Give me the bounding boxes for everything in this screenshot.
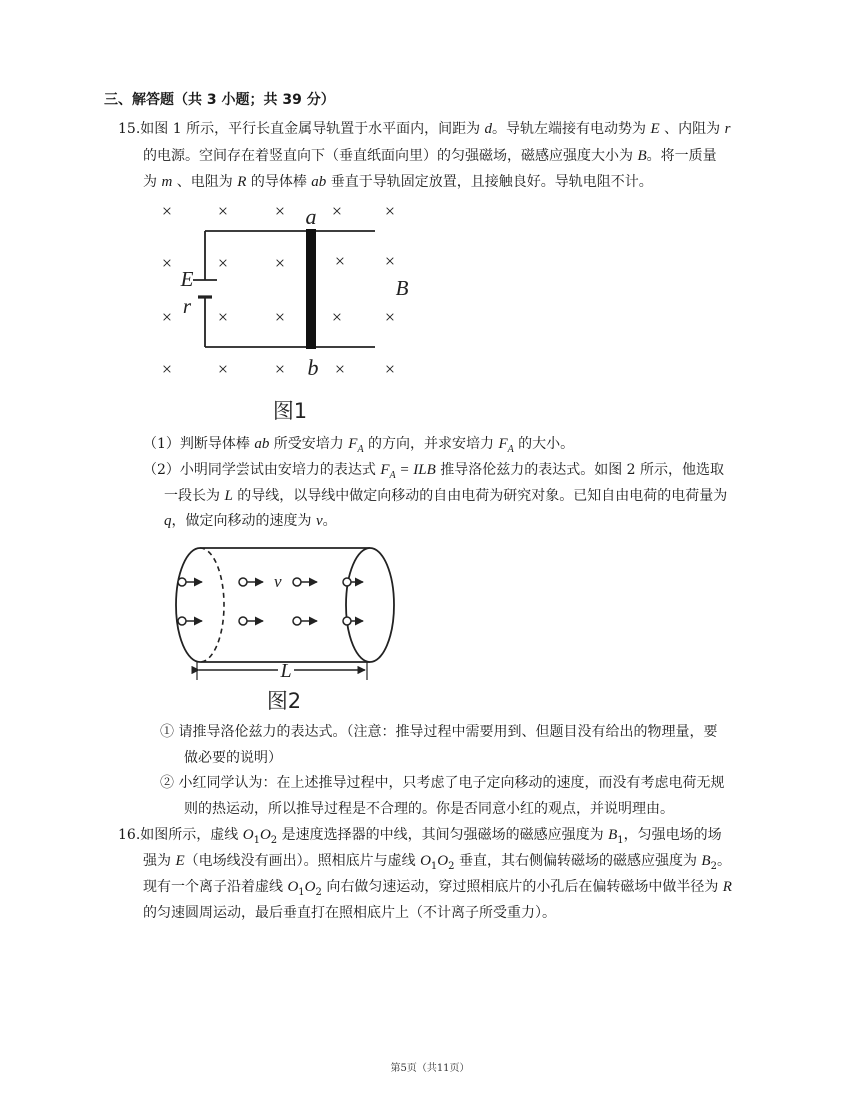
q15-sub-1-line-1: ① 请推导洛伦兹力的表达式。（注意：推导过程中需要用到、但题目没有给出的物理量，要 [160, 724, 718, 740]
rails-and-circuit [205, 231, 375, 347]
field-cross: × [331, 307, 343, 327]
q15-part-2-line-2: 一段长为 L 的导线，以导线中做定向移动的自由电荷为研究对象。已知自由电荷的电荷量为 [164, 488, 728, 504]
q15-line-2: 的电源。空间存在着竖直向下（垂直纸面向里）的匀强磁场，磁感应强度大小为 B。将一质量 [143, 148, 717, 164]
figure-2 [170, 540, 410, 715]
q15-sub-1-line-2: 做必要的说明） [184, 750, 282, 766]
q15-part-1: （1）判断导体棒 ab 所受安培力 $F_A$ 的方向，并求安培力 $F_A$ 的大小。 [143, 436, 575, 455]
field-cross: × [274, 307, 286, 327]
label-r: r [182, 294, 192, 318]
figure-2-caption: 图2 [266, 689, 302, 713]
wire-left-arc [176, 548, 200, 662]
label-L: L [280, 660, 292, 682]
q16-number: 16. [118, 827, 141, 843]
field-cross: × [274, 253, 286, 273]
figure-1 [145, 195, 435, 425]
field-cross: × [334, 251, 346, 271]
q15-sub-2-line-1: ② 小红同学认为：在上述推导过程中，只考虑了电子定向移动的速度，而没有考虑电荷无规 [160, 775, 725, 791]
charge [293, 578, 301, 586]
page-footer: 第5页（共11页） [390, 1063, 470, 1074]
field-cross: × [161, 201, 173, 221]
wire-outline [200, 548, 370, 662]
q15-line-3: 为 m 、电阻为 R 的导体棒 ab 垂直于导轨固定放置，且接触良好。导轨电阻不计。 [143, 174, 653, 190]
q15-sub-2-line-2: 则的热运动，所以推导过程是不合理的。你是否同意小红的观点，并说明理由。 [184, 801, 674, 817]
field-cross: × [217, 201, 229, 221]
figure-1-diagram [145, 195, 435, 425]
free-charges [178, 578, 351, 625]
figure-2-diagram [170, 540, 410, 715]
magnetic-field-crosses [162, 201, 395, 379]
field-cross: × [274, 359, 286, 379]
field-cross: × [217, 253, 229, 273]
q16-line-4: 的匀速圆周运动，最后垂直打在照相底片上（不计离子所受重力）。 [143, 905, 556, 921]
label-v: v [274, 572, 282, 591]
field-cross: × [334, 359, 346, 379]
q16-line-3: 现有一个离子沿着虚线 $O_1O_2$ 向右做匀速运动，穿过照相底片的小孔后在偏转磁场中做半径为 R [143, 879, 732, 898]
charge [178, 578, 186, 586]
q15-part-2-line-1: （2）小明同学尝试由安培力的表达式 $F_A$ = ILB 推导洛伦兹力的表达式。如图 2 所示，他选取 [143, 462, 725, 481]
field-cross: × [331, 201, 343, 221]
charge [239, 578, 247, 586]
q15-part-2-line-3: q，做定向移动的速度为 v。 [164, 513, 337, 529]
charge [293, 617, 301, 625]
field-cross: × [274, 201, 286, 221]
conductor-rod-ab [306, 229, 316, 349]
q15-number: 15. [118, 121, 141, 137]
wire-right-face [346, 548, 394, 662]
label-b: b [307, 355, 319, 380]
field-cross: × [161, 307, 173, 327]
field-cross: × [161, 359, 173, 379]
q16-line-2: 强为 E（电场线没有画出）。照相底片与虚线 $O_1O_2$ 垂直，其右侧偏转磁场的磁感应强度为 $B_2$。 [143, 853, 731, 872]
field-cross: × [161, 253, 173, 273]
charge [343, 617, 351, 625]
field-cross: × [384, 201, 396, 221]
label-B: B [395, 276, 409, 300]
charge [343, 578, 351, 586]
field-cross: × [384, 251, 396, 271]
wire-left-dashed-arc [200, 548, 224, 662]
charge [178, 617, 186, 625]
field-cross: × [384, 359, 396, 379]
q15-line-1: 15.如图 1 所示，平行长直金属导轨置于水平面内，间距为 d。导轨左端接有电动势为 E 、内阻为 r [118, 121, 731, 137]
charge [239, 617, 247, 625]
label-E: E [180, 267, 194, 291]
label-a: a [305, 204, 317, 229]
figure-1-caption: 图1 [272, 399, 308, 423]
field-cross: × [217, 359, 229, 379]
q16-line-1: 16.如图所示，虚线 $O_1O_2$ 是速度选择器的中线，其间匀强磁场的磁感应强度为 $B_1$，匀强电场的场 [118, 827, 722, 846]
field-cross: × [384, 307, 396, 327]
field-cross: × [217, 307, 229, 327]
section-heading: 三、解答题（共 3 小题；共 39 分） [104, 92, 335, 108]
